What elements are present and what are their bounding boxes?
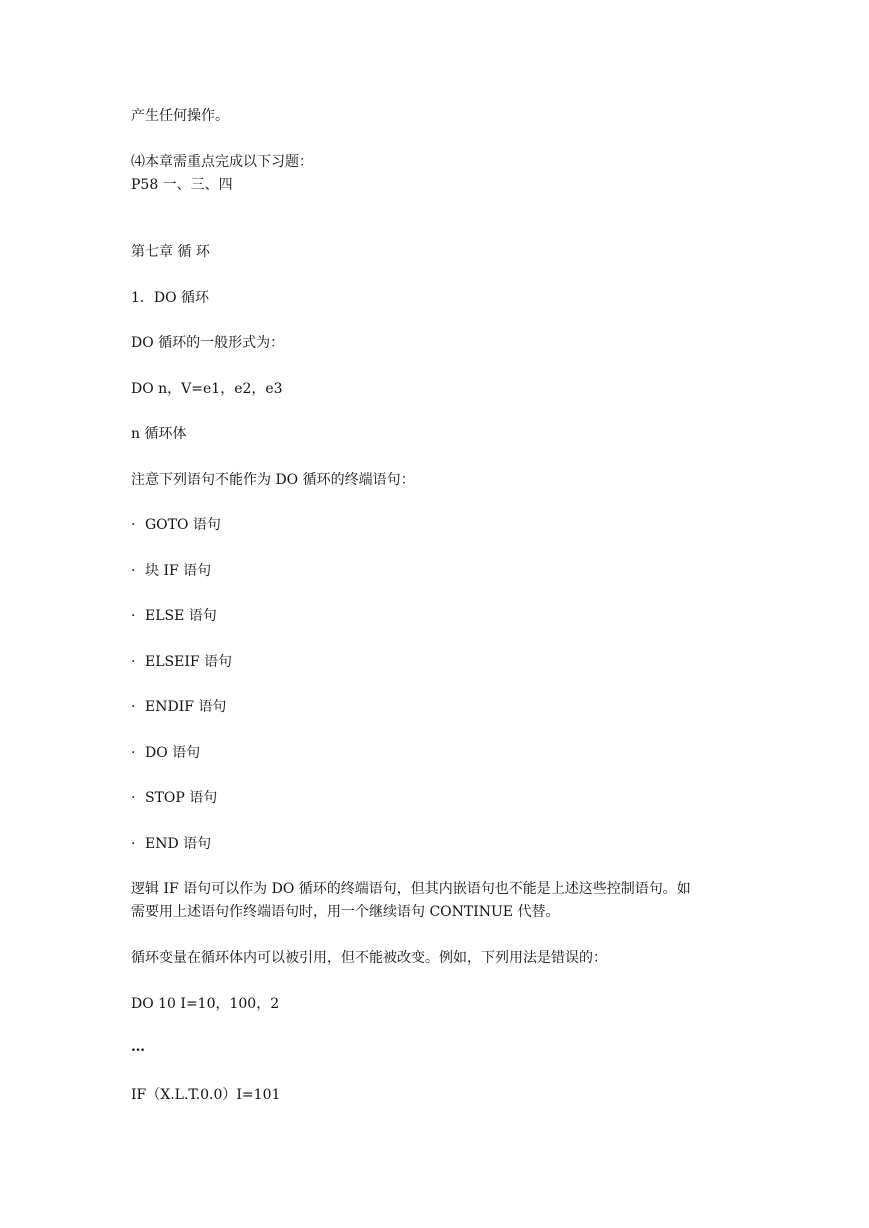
chapter-title: 第七章 循 环 [131,244,210,260]
bullet: · [131,517,136,533]
text-line: DO 循环的一般形式为： [131,335,285,351]
list-item-text: DO 语句 [145,745,201,761]
list-item-text: ELSE 语句 [145,608,217,624]
section-title: 1．DO 循环 [131,290,210,306]
list-item [131,744,200,762]
ellipsis: … [131,1039,145,1055]
paragraph-line: 需要用上述语句作终端语句时，用一个继续语句 CONTINUE 代替。 [131,904,560,920]
list-item-text: ELSEIF 语句 [145,654,233,670]
list-item [131,562,211,580]
list-item [131,516,221,534]
text-line: 产生任何操作。 [131,108,229,124]
list-item-text: ENDIF 语句 [145,699,227,715]
text-line: ⑷本章需重点完成以下习题： [131,154,313,170]
bullet: · [131,608,136,624]
paragraph-line: 循环变量在循环体内可以被引用，但不能被改变。例如，下列用法是错误的： [131,950,607,966]
bullet: · [131,836,136,852]
list-item-text: GOTO 语句 [145,517,221,533]
text-line: 注意下列语句不能作为 DO 循环的终端语句： [131,472,415,488]
code-line: IF（X.L.T.0.0）I=101 [131,1087,281,1103]
list-item [131,607,217,625]
list-item-text: END 语句 [145,836,212,852]
bullet: · [131,745,136,761]
list-item [131,698,226,716]
code-line: n 循环体 [131,426,187,442]
list-item-text: 块 IF 语句 [145,563,212,579]
bullet: · [131,699,136,715]
paragraph-line: 逻辑 IF 语句可以作为 DO 循环的终端语句，但其内嵌语句也不能是上述这些控制语句。如 [131,881,691,897]
bullet: · [131,563,136,579]
bullet: · [131,654,136,670]
code-line: DO n，V=e1，e2，e3 [131,381,283,397]
list-item [131,789,217,807]
list-item [131,653,232,671]
code-line: DO 10 I=10，100，2 [131,996,280,1012]
list-item [131,835,211,853]
bullet: · [131,790,136,806]
list-item-text: STOP 语句 [145,790,218,806]
text-line: P58 一、三、四 [131,177,233,193]
